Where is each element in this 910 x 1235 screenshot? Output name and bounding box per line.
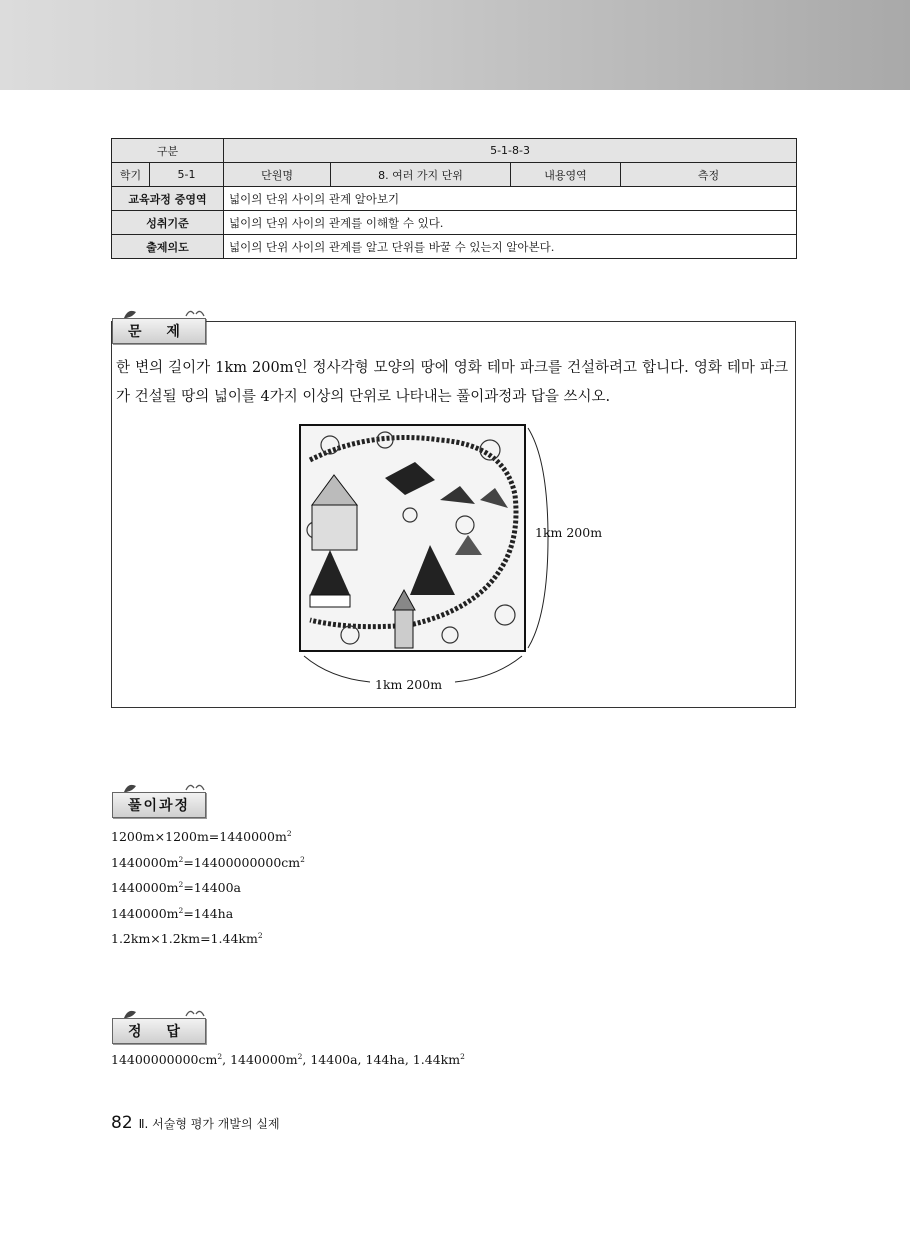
- content-area-label: 내용영역: [511, 163, 621, 187]
- solution-line: $1440000m^2=14400000000cm^2$: [111, 854, 305, 870]
- meta-table: [111, 138, 797, 259]
- unit-label: 단원명: [224, 163, 331, 187]
- unit-value: 8. 여러 가지 단위: [331, 163, 511, 187]
- solution-line: $1200m\times 1200m=1440000m^2$: [111, 828, 292, 844]
- achievement-label: 성취기준: [112, 211, 224, 235]
- code-value: 5-1-8-3: [224, 139, 797, 163]
- answer-tab-label: 정 답: [112, 1018, 206, 1044]
- side-label-bottom: 1km 200m: [375, 677, 443, 692]
- problem-tab-label: 문 제: [112, 318, 206, 344]
- solution-line: $1440000m^2=14400a$: [111, 879, 242, 895]
- theme-park-illustration: [290, 420, 620, 700]
- solution-line: $1.2km\times 1.2km=1.44km^2$: [111, 930, 263, 946]
- division-label: 구분: [112, 139, 224, 163]
- content-area-value: 측정: [621, 163, 797, 187]
- curriculum-label: 교육과정 중영역: [112, 187, 224, 211]
- achievement-value: 넓이의 단위 사이의 관계를 이해할 수 있다.: [224, 211, 797, 235]
- semester-value: 5-1: [150, 163, 224, 187]
- solution-lines: [111, 824, 305, 952]
- semester-label: 학기: [112, 163, 150, 187]
- section-title: Ⅱ. 서술형 평가 개발의 실제: [138, 1117, 280, 1131]
- intent-value: 넓이의 단위 사이의 관계를 알고 단위를 바꿀 수 있는지 알아본다.: [224, 235, 797, 259]
- page-number: 82: [111, 1113, 133, 1133]
- problem-text: 한 변의 길이가 1km 200m인 정사각형 모양의 땅에 영화 테마 파크를 건설하려고 합니다. 영화 테마 파크가 건설될 땅의 넓이를 4가지 이상의 단위로 나타내는 풀이과정과 답을 쓰시오.: [116, 360, 788, 405]
- page-footer: [111, 1113, 280, 1133]
- side-label-right: 1km 200m: [535, 525, 603, 540]
- solution-line: $1440000m^2=144ha$: [111, 905, 234, 921]
- solution-tab-label: 풀이과정: [112, 792, 206, 818]
- intent-label: 출제의도: [112, 235, 224, 259]
- curriculum-value: 넓이의 단위 사이의 관계 알아보기: [224, 187, 797, 211]
- answer-line: $14400000000cm^2$, $1440000m^2$, 14400a, 144ha, $1.44km^2$: [111, 1051, 465, 1067]
- header-band: [0, 0, 910, 90]
